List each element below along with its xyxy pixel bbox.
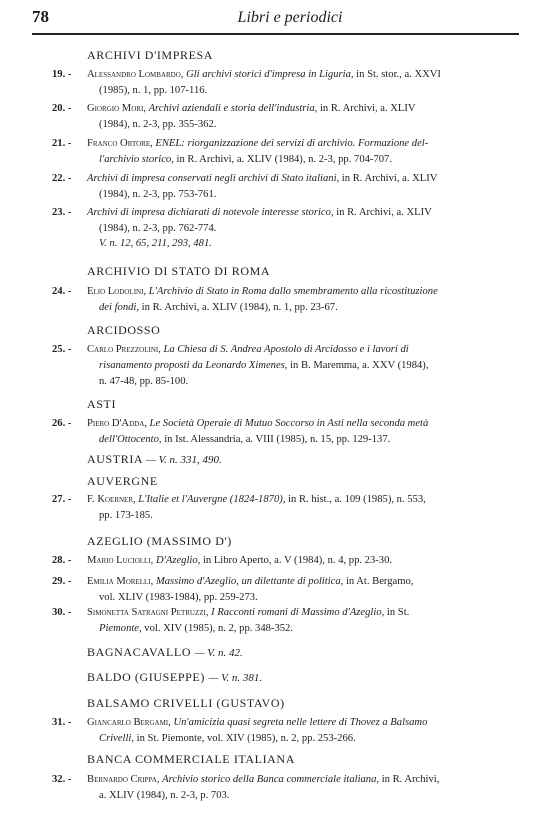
entry-title: Archivio storico della Banca commerciale italiana, [162, 774, 380, 785]
entry-number: 24. - [52, 286, 72, 297]
entry-author: Elio Lodolini, [87, 286, 149, 297]
entry-continuation [52, 300, 517, 316]
entry-first-line [52, 416, 517, 432]
entry-first-line [52, 553, 517, 569]
entry-author: Emilia Morelli, [87, 576, 156, 587]
entry-number: 22. - [52, 173, 72, 184]
entry-title: I Racconti romani di Massimo d'Azeglio, [211, 607, 385, 618]
entry-first-line [52, 171, 517, 187]
entry-number: 28. - [52, 555, 72, 566]
section-label: BAGNACAVALLO [87, 645, 192, 659]
entry-continuation [52, 621, 517, 637]
entry-number: 29. - [52, 576, 72, 587]
entry-continuation [52, 358, 517, 374]
entry-author: Giancarlo Bergami, [87, 717, 174, 728]
entry-source: in R. Archivi, a. XLIV [339, 173, 438, 184]
entry-first-line [52, 605, 517, 621]
entry-source-cont: in St. Piemonte, vol. XIV (1985), n. 2, pp. 253-266. [134, 733, 356, 744]
entry [52, 136, 517, 168]
entry-title-cont: risanamento proposti da Leonardo Ximenes, [99, 360, 288, 371]
section-heading-inline [87, 645, 243, 660]
entry-first-line [52, 101, 517, 117]
cross-reference: V. n. 12, 65, 211, 293, 481. [99, 238, 212, 249]
entry-number: 32. - [52, 774, 72, 785]
entry-title: Le Società Operaie di Mutuo Soccorso in Asti nella seconda metà [149, 418, 429, 429]
entry-continuation [52, 731, 517, 747]
entry-source: in R. hist., a. 109 (1985), n. 553, [285, 494, 426, 505]
entry-source-cont: vol. XIV (1985), n. 2, pp. 348-352. [141, 623, 293, 634]
entry-continuation [52, 508, 517, 524]
entry [52, 492, 517, 524]
entry-title-cont: dell'Ottocento, [99, 434, 162, 445]
running-title: Libri e periodici [237, 9, 343, 26]
entry-author: F. Koerner, [87, 494, 139, 505]
entry-source-cont: (1984), n. 2-3, pp. 355-362. [99, 119, 217, 130]
entry-first-line [52, 574, 517, 590]
entry-author: Bernardo Crippa, [87, 774, 163, 785]
entry-title: ENEL: riorganizzazione dei servizi di archivio. Formazione del- [155, 138, 429, 149]
entry-author: Piero D'Adda, [87, 418, 150, 429]
entry-source: in St. stor., a. XXVI [353, 69, 441, 80]
entry-author: Simonetta Satragni Petruzzi, [87, 607, 212, 618]
entry-first-line [52, 67, 517, 83]
entry-number: 25. - [52, 344, 72, 355]
entry [52, 171, 517, 203]
entry-source-cont: vol. XLIV (1983-1984), pp. 259-273. [99, 592, 258, 603]
section-heading: AUVERGNE [87, 474, 158, 488]
entry-number: 30. - [52, 607, 72, 618]
section-heading: ARCIDOSSO [87, 323, 161, 337]
section-heading: ARCHIVI D'IMPRESA [87, 48, 214, 62]
header-rule [32, 33, 519, 35]
section-heading-inline [87, 670, 262, 685]
entry-source: in At. Bergamo, [343, 576, 414, 587]
section-xref: — V. n. 381. [208, 672, 263, 684]
entry-first-line [52, 715, 517, 731]
section-heading: BANCA COMMERCIALE ITALIANA [87, 752, 295, 766]
section-heading-inline [87, 452, 222, 467]
page-number: 78 [32, 7, 49, 26]
entry-title: L'Italie et l'Auvergne (1824-1870), [138, 494, 286, 505]
entry-source-cont: (1984), n. 2-3, pp. 753-761. [99, 189, 217, 200]
entry-author: Franco Ortore, [87, 138, 156, 149]
entry-title: La Chiesa di S. Andrea Apostolo di Arcidosso e i lavori di [163, 344, 409, 355]
entry-continuation [52, 221, 517, 237]
section-heading: BALSAMO CRIVELLI (GUSTAVO) [87, 696, 285, 710]
entry-source-cont: in R. Archivi, a. XLIV (1984), n. 1, pp. 23-67. [139, 302, 338, 313]
entry [52, 715, 517, 747]
entry-continuation [52, 83, 517, 99]
entry-author: Mario Luciolli, [87, 555, 156, 566]
entry-author: Alessandro Lombardo, [87, 69, 187, 80]
entry-title-cont: l'archivio storico, [99, 154, 174, 165]
entry-title: D'Azeglio, [155, 555, 201, 566]
section-heading: ARCHIVIO DI STATO DI ROMA [87, 264, 271, 278]
entry-source-cont: (1985), n. 1, pp. 107-116. [99, 85, 208, 96]
entry-author: Giorgio Mori, [87, 103, 149, 114]
entry-first-line [52, 136, 517, 152]
entry [52, 67, 517, 99]
section-label: BALDO (GIUSEPPE) [87, 670, 205, 684]
entry-author: Carlo Prezzolini, [87, 344, 164, 355]
entry-title: Massimo d'Azeglio, un dilettante di politica, [155, 576, 344, 587]
entry [52, 205, 517, 237]
section-heading: ASTI [87, 397, 117, 411]
entry-title: Archivi di impresa conservati negli archivi di Stato italiani, [87, 173, 340, 184]
entry [52, 553, 517, 569]
entry-continuation: n. 47-48, pp. 85-100. [99, 376, 189, 387]
section-label: AUSTRIA [87, 452, 143, 466]
entry-source-cont: in B. Maremma, a. XXV (1984), [287, 360, 429, 371]
entry-number: 23. - [52, 207, 72, 218]
entry-continuation [52, 187, 517, 203]
entry-continuation [52, 590, 517, 606]
entry-title: Archivi aziendali e storia dell'industria, [148, 103, 318, 114]
entry-continuation [52, 788, 517, 804]
entry-title: Un'amicizia quasi segreta nelle lettere di Thovez a Balsamo [173, 717, 428, 728]
entry-title-cont: Piemonte, [99, 623, 142, 634]
entry-first-line [52, 284, 517, 300]
section-xref: — V. n. 331, 490. [146, 454, 222, 466]
entry-title-cont: Crivelli, [99, 733, 135, 744]
entry-first-line [52, 342, 517, 358]
entry-number: 20. - [52, 103, 72, 114]
entry [52, 101, 517, 133]
entry-source-cont: a. XLIV (1984), n. 2-3, p. 703. [99, 790, 230, 801]
entry-source: in St. [384, 607, 410, 618]
entry-number: 26. - [52, 418, 72, 429]
entry-source: in Libro Aperto, a. V (1984), n. 4, pp. 23-30. [200, 555, 393, 566]
entry-continuation [52, 117, 517, 133]
entry-number: 19. - [52, 69, 72, 80]
section-heading: AZEGLIO (MASSIMO D') [87, 534, 232, 548]
entry [52, 284, 517, 316]
entry-number: 27. - [52, 494, 72, 505]
entry [52, 342, 517, 390]
entry-number: 21. - [52, 138, 72, 149]
entry [52, 772, 517, 804]
entry-first-line [52, 492, 517, 508]
entry-source-cont: pp. 173-185. [99, 510, 153, 521]
entry-first-line [52, 205, 517, 221]
entry-first-line [52, 772, 517, 788]
entry-title-cont: dei fondi, [99, 302, 140, 313]
entry-source: in R. Archivi, [379, 774, 440, 785]
entry-source-cont: (1984), n. 2-3, pp. 762-774. [99, 223, 217, 234]
entry-continuation [52, 152, 517, 168]
entry [52, 574, 517, 606]
entry-title: Gli archivi storici d'impresa in Liguria, [186, 69, 354, 80]
entry [52, 605, 517, 637]
entry-title: Archivi di impresa dichiarati di notevole interesse storico, [87, 207, 334, 218]
entry-source-cont: in R. Archivi, a. XLIV (1984), n. 2-3, pp. 704-707. [173, 154, 392, 165]
entry-source-cont: in Ist. Alessandria, a. VIII (1985), n. 15, pp. 129-137. [161, 434, 391, 445]
entry [52, 416, 517, 448]
section-xref: — V. n. 42. [194, 647, 243, 659]
entry-source: in R. Archivi, a. XLIV [317, 103, 416, 114]
entry-source: in R. Archivi, a. XLIV [333, 207, 432, 218]
entry-title: L'Archivio di Stato in Roma dallo smembramento alla ricostituzione [148, 286, 438, 297]
entry-continuation [52, 432, 517, 448]
entry-number: 31. - [52, 717, 72, 728]
